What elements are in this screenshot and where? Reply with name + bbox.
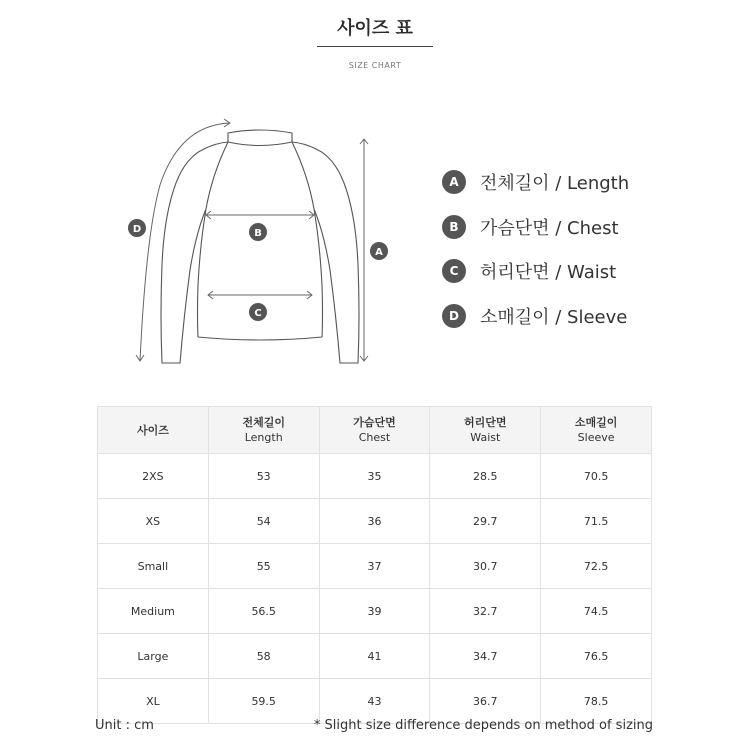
cell-length: 55 [208,544,319,589]
cell-chest: 35 [319,454,430,499]
table-row [98,634,652,679]
marker-c [249,303,267,321]
measurement-legend [442,160,629,338]
legend-label: 가슴단면 / Chest [480,217,619,239]
legend-item-sleeve [442,294,629,339]
cell-chest: 36 [319,499,430,544]
sizing-disclaimer: * Slight size difference depends on method of sizing [313,718,653,733]
cell-waist: 36.7 [430,679,541,724]
header-chest: 가슴단면 Chest [319,407,430,454]
table-row [98,679,652,724]
legend-label: 허리단면 / Waist [480,262,617,284]
cell-size: Medium [98,589,209,634]
cell-length: 58 [208,634,319,679]
table-row [98,589,652,634]
page-subtitle: SIZE CHART [348,61,402,70]
cell-size: Large [98,634,209,679]
badge-a: A [442,170,466,194]
title-underline [317,46,433,47]
cell-waist: 28.5 [430,454,541,499]
marker-d [128,219,146,237]
header-size: 사이즈 [98,407,209,454]
legend-item-length [442,160,629,205]
legend-item-chest [442,205,629,250]
page-title: 사이즈 표 [337,18,413,39]
cell-chest: 39 [319,589,430,634]
svg-text:B: B [254,228,262,239]
cell-sleeve: 70.5 [541,454,652,499]
cell-chest: 41 [319,634,430,679]
cell-waist: 29.7 [430,499,541,544]
cell-length: 59.5 [208,679,319,724]
legend-label: 소매길이 / Sleeve [480,306,628,328]
svg-text:C: C [254,308,262,319]
svg-text:D: D [132,224,142,235]
header-waist: 허리단면 Waist [430,407,541,454]
table-row [98,499,652,544]
header-length: 전체길이 Length [208,407,319,454]
table-header-row [98,407,652,454]
cell-size: XS [98,499,209,544]
cell-size: 2XS [98,454,209,499]
garment-diagram [120,105,400,375]
cell-sleeve: 76.5 [541,634,652,679]
cell-size: XL [98,679,209,724]
cell-chest: 43 [319,679,430,724]
cell-waist: 32.7 [430,589,541,634]
rashguard-outline [120,105,400,375]
marker-a [370,242,388,260]
marker-b [249,223,267,241]
cell-sleeve: 78.5 [541,679,652,724]
badge-b: B [442,215,466,239]
badge-d: D [442,304,466,328]
cell-sleeve: 74.5 [541,589,652,634]
unit-note: Unit : cm [95,718,154,733]
table-row [98,544,652,589]
legend-item-waist [442,249,629,294]
size-table [97,406,652,724]
legend-label: 전체길이 / Length [480,173,630,195]
cell-length: 56.5 [208,589,319,634]
cell-chest: 37 [319,544,430,589]
cell-sleeve: 72.5 [541,544,652,589]
cell-size: Small [98,544,209,589]
cell-length: 53 [208,454,319,499]
cell-length: 54 [208,499,319,544]
cell-sleeve: 71.5 [541,499,652,544]
cell-waist: 30.7 [430,544,541,589]
svg-text:A: A [375,247,383,258]
badge-c: C [442,259,466,283]
header-sleeve: 소매길이 Sleeve [541,407,652,454]
table-row [98,454,652,499]
cell-waist: 34.7 [430,634,541,679]
